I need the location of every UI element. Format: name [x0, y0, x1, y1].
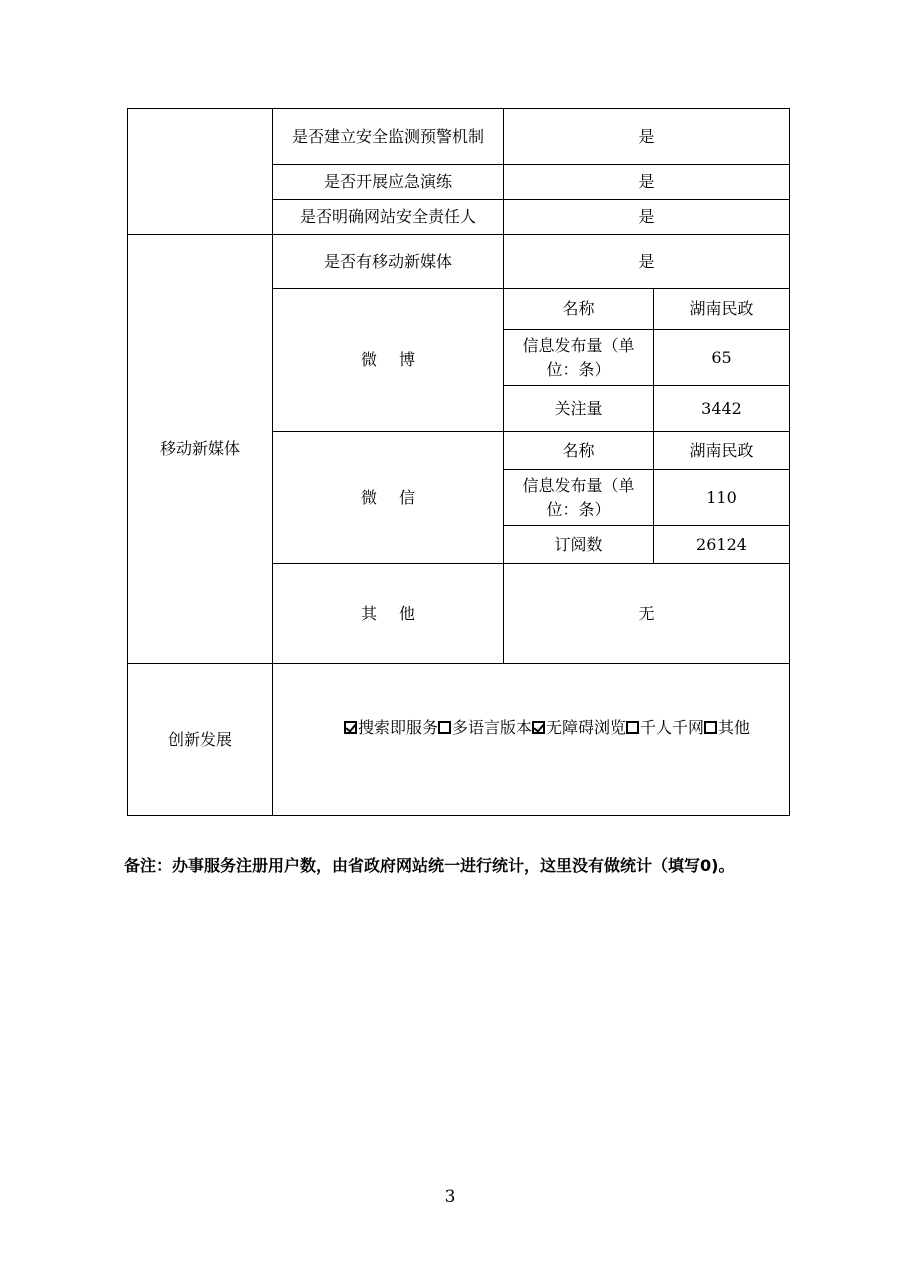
weibo-char-2: 博 [399, 350, 416, 369]
table-row [128, 664, 790, 816]
option-personalized: 千人千网 [640, 717, 705, 737]
weibo-label [273, 289, 504, 432]
checkbox-personalized[interactable] [626, 721, 639, 734]
checkbox-search-service[interactable] [344, 721, 357, 734]
weibo-name-value: 湖南民政 [654, 289, 790, 330]
wechat-char-1: 微 [360, 487, 377, 507]
wechat-name-value: 湖南民政 [654, 432, 790, 470]
option-multilingual: 多语言版本 [451, 717, 532, 737]
other-media-label [273, 564, 504, 664]
weibo-posts-value: 65 [654, 330, 790, 386]
page-number: 3 [444, 1187, 456, 1207]
owner-value: 是 [504, 200, 790, 235]
has-mobile-label: 是否有移动新媒体 [273, 235, 504, 289]
statistics-table [127, 108, 790, 816]
owner-label: 是否明确网站安全责任人 [273, 200, 504, 235]
monitoring-value: 是 [504, 109, 790, 165]
other-char-1: 其 [360, 603, 377, 623]
drill-value: 是 [504, 165, 790, 200]
monitoring-label: 是否建立安全监测预警机制 [273, 109, 504, 165]
wechat-subscribers-value: 26124 [654, 526, 790, 564]
other-char-2: 他 [399, 603, 416, 623]
option-other: 其他 [718, 717, 751, 737]
drill-label: 是否开展应急演练 [273, 165, 504, 200]
table-row [128, 109, 790, 165]
checkbox-multilingual[interactable] [438, 721, 451, 734]
wechat-label [273, 432, 504, 564]
wechat-char-2: 信 [399, 487, 416, 507]
mobile-section-label: 移动新媒体 [128, 235, 273, 664]
security-section-cell [128, 109, 273, 235]
wechat-posts-value: 110 [654, 470, 790, 526]
weibo-char-1: 微 [360, 350, 377, 369]
has-mobile-value: 是 [504, 235, 790, 289]
weibo-followers-value: 3442 [654, 386, 790, 432]
wechat-subscribers-label: 订阅数 [504, 526, 654, 564]
innovation-options [273, 664, 790, 816]
checkbox-other[interactable] [704, 721, 717, 734]
innovation-label: 创新发展 [128, 664, 273, 816]
option-accessibility: 无障碍浏览 [545, 717, 626, 737]
checkbox-accessibility[interactable] [532, 721, 545, 734]
weibo-posts-label: 信息发布量（单位：条） [504, 330, 654, 386]
weibo-name-label: 名称 [504, 289, 654, 330]
weibo-followers-label: 关注量 [504, 386, 654, 432]
option-search-service: 搜索即服务 [357, 717, 438, 737]
remark-note: 备注：办事服务注册用户数，由省政府网站统一进行统计，这里没有做统计（填写0)。 [124, 856, 735, 875]
table-row [128, 235, 790, 289]
wechat-name-label: 名称 [504, 432, 654, 470]
wechat-posts-label: 信息发布量（单位：条） [504, 470, 654, 526]
other-media-value: 无 [504, 564, 790, 664]
